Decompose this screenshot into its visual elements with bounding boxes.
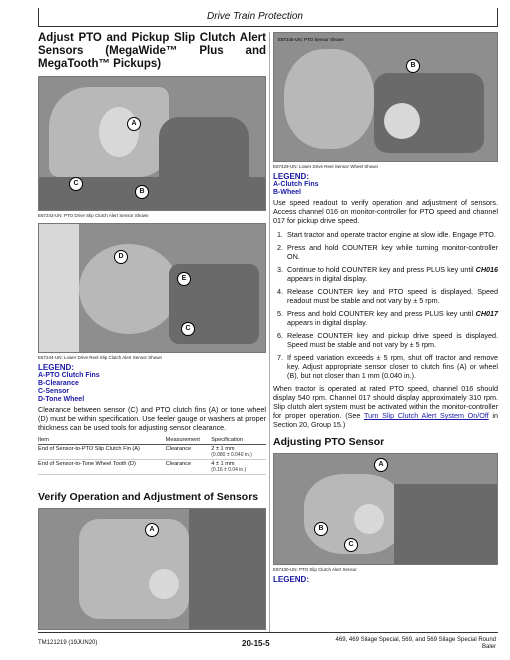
list-item	[273, 265, 498, 283]
spec-metric: 4 ± 1 mm	[211, 461, 235, 467]
figure-caption: E87429-UN: Lower Drive Reel Sensor Wheel Shown	[273, 164, 379, 169]
left-column	[38, 32, 266, 630]
channel-code: CH016	[475, 265, 498, 274]
callout-d: D	[114, 250, 128, 264]
legend-title: LEGEND:	[273, 172, 309, 181]
procedure-steps	[273, 230, 498, 380]
callout-b: B	[406, 59, 420, 73]
section-heading-adjust-sensors: Adjust PTO and Pickup Slip Clutch Alert Sensors (MegaWide™ Plus and MegaTooth™ Pickups)	[38, 32, 266, 70]
figure-pto-sensor	[273, 32, 498, 162]
callout-b: B	[314, 522, 328, 536]
callout-c: C	[344, 538, 358, 552]
figure-lower-drive-reel-sensor	[38, 223, 266, 353]
step-text: Release COUNTER key and pickup drive speed is displayed. Speed must be stable and not vary by ± 5 rpm.	[287, 331, 498, 349]
step-text: Release COUNTER key and PTO speed is displayed. Speed readout must be stable and not vary by ± 5 rpm.	[287, 287, 498, 305]
spec-table	[38, 436, 266, 475]
callout-a: A	[374, 458, 388, 472]
step-number: 2.	[277, 243, 283, 252]
rated-speed-text: When tractor is operated at rated PTO speed, channel 016 should display 540 rpm. Channel 017 should display approximately 310 rpm. Slip clutch alert system must be activated within the monitor-controller for proper operation. (See	[273, 384, 498, 420]
legend-item: C-Sensor	[38, 388, 70, 395]
callout-a: A	[145, 523, 159, 537]
list-item	[273, 331, 498, 349]
figure-pto-slip-clutch-sensor	[273, 453, 498, 565]
step-text: Press and hold COUNTER key while turning monitor-controller ON.	[287, 243, 498, 261]
spec-metric: 2 ± 1 mm	[211, 446, 235, 452]
column-header: Measurement	[166, 436, 212, 445]
legend-item: A-PTO Clutch Fins	[38, 372, 100, 379]
legend-item: D-Tone Wheel	[38, 396, 85, 403]
list-item	[273, 243, 498, 261]
spec-value	[211, 445, 266, 460]
step-text-post: appears in digital display.	[287, 274, 368, 283]
step-text-post: appears in digital display.	[287, 318, 368, 327]
step-text-pre: Continue to hold COUNTER key and press PLUS key until	[287, 265, 476, 274]
rated-speed-paragraph	[273, 384, 498, 429]
legend-title: LEGEND:	[38, 363, 74, 372]
spec-measurement: Clearance	[166, 460, 212, 475]
section-heading-adjusting-pto-sensor: Adjusting PTO Sensor	[273, 436, 385, 448]
legend-item: B-Wheel	[273, 189, 301, 196]
figure-shape	[384, 103, 420, 139]
step-text	[287, 309, 498, 327]
figure-caption: E87243-UN: PTO Drive Slip Clutch Alert Sensor Shown	[38, 213, 149, 218]
callout-a: A	[127, 117, 141, 131]
callout-b: B	[135, 185, 149, 199]
spec-item: End of Sensor-to-PTO Slip Clutch Fin (A)	[38, 445, 166, 460]
figure-shape	[394, 484, 498, 565]
footer-model	[336, 637, 496, 651]
footer-page-number: 20-15-5	[242, 639, 270, 648]
legend-item: B-Clearance	[38, 380, 79, 387]
column-divider	[269, 32, 270, 632]
rated-speed-text-post: in Section 20, Group 15.)	[273, 411, 498, 429]
figure-pto-drive-sensor	[38, 76, 266, 211]
table-row	[38, 460, 266, 475]
figure-shape	[39, 224, 79, 353]
step-number: 4.	[277, 287, 283, 296]
column-header: Specification	[211, 436, 266, 445]
step-number: 3.	[277, 265, 283, 274]
spec-imperial: (0.080 ± 0.040 in.)	[211, 452, 252, 458]
figure-shape	[79, 244, 179, 334]
clearance-paragraph: Clearance between sensor (C) and PTO clutch fins (A) or tone wheel (D) must be within specification. Use feeler gauge or washers at proper thickness can be used tools for adjusting sensor clearance.	[38, 405, 266, 432]
right-column	[273, 32, 498, 584]
slip-clutch-alert-link[interactable]: Turn Slip Clutch Alert System On/Off	[363, 411, 489, 420]
spec-imperial: (0.16 ± 0.04 in.)	[211, 467, 247, 473]
step-text	[287, 265, 498, 283]
figure-shape	[284, 49, 374, 149]
spec-table-header	[38, 436, 266, 445]
figure-shape	[79, 519, 189, 619]
figure-shape	[189, 509, 266, 630]
spec-item: End of Sensor-to-Tone Wheel Tooth (D)	[38, 460, 166, 475]
section-heading-verify-operation: Verify Operation and Adjustment of Sensors	[38, 491, 259, 503]
column-header: Item	[38, 436, 166, 445]
figure-shape	[149, 569, 179, 599]
figure-caption: E87244-UN: Lower Drive Reel Slip Clutch Alert Sensor Shown	[38, 355, 163, 360]
step-text: Start tractor and operate tractor engine at slow idle. Engage PTO.	[287, 230, 496, 239]
figure-shape	[354, 504, 384, 534]
list-item	[273, 309, 498, 327]
callout-c: C	[69, 177, 83, 191]
list-item	[273, 353, 498, 380]
figure-caption: E87245-UN: PTO Sensor Shown	[278, 37, 344, 42]
figure-caption: E87430-UN: PTO Slip Clutch Alert Sensor	[273, 567, 357, 572]
spec-measurement: Clearance	[166, 445, 212, 460]
step-text-pre: Press and hold COUNTER key and press PLUS key until	[287, 309, 476, 318]
speed-readout-paragraph: Use speed readout to verify operation and adjustment of sensors. Access channel 016 on monitor-controller for PTO speed and channel 017 for pickup drive speed.	[273, 198, 498, 225]
callout-e: E	[177, 272, 191, 286]
footer-model-line: Baler	[481, 644, 496, 650]
legend-item: A-Clutch Fins	[273, 181, 319, 188]
callout-c: C	[181, 322, 195, 336]
step-text: If speed variation exceeds ± 5 rpm, shut off tractor and remove key. Adjust appropriate sensor closer to clutch fins (A) or wheel (B), but not closer than 1 mm (0.040 in.).	[287, 353, 498, 380]
step-number: 7.	[277, 353, 283, 362]
header-title: Drive Train Protection	[207, 11, 303, 22]
table-row	[38, 445, 266, 460]
figure-verify-sensor	[38, 508, 266, 630]
step-number: 1.	[277, 230, 283, 239]
step-number: 5.	[277, 309, 283, 318]
header-rule	[38, 26, 498, 27]
footer-doc-id: TM121219 (19JUN20)	[38, 640, 98, 646]
footer-rule	[38, 632, 498, 633]
legend-title: LEGEND:	[273, 575, 309, 584]
list-item	[273, 230, 498, 239]
spec-value	[211, 460, 266, 475]
list-item	[273, 287, 498, 305]
step-number: 6.	[277, 331, 283, 340]
figure-shape	[99, 107, 139, 157]
footer-model-line: 469, 469 Silage Special, 569, and 569 Silage Special Round	[335, 637, 496, 643]
channel-code: CH017	[475, 309, 498, 318]
